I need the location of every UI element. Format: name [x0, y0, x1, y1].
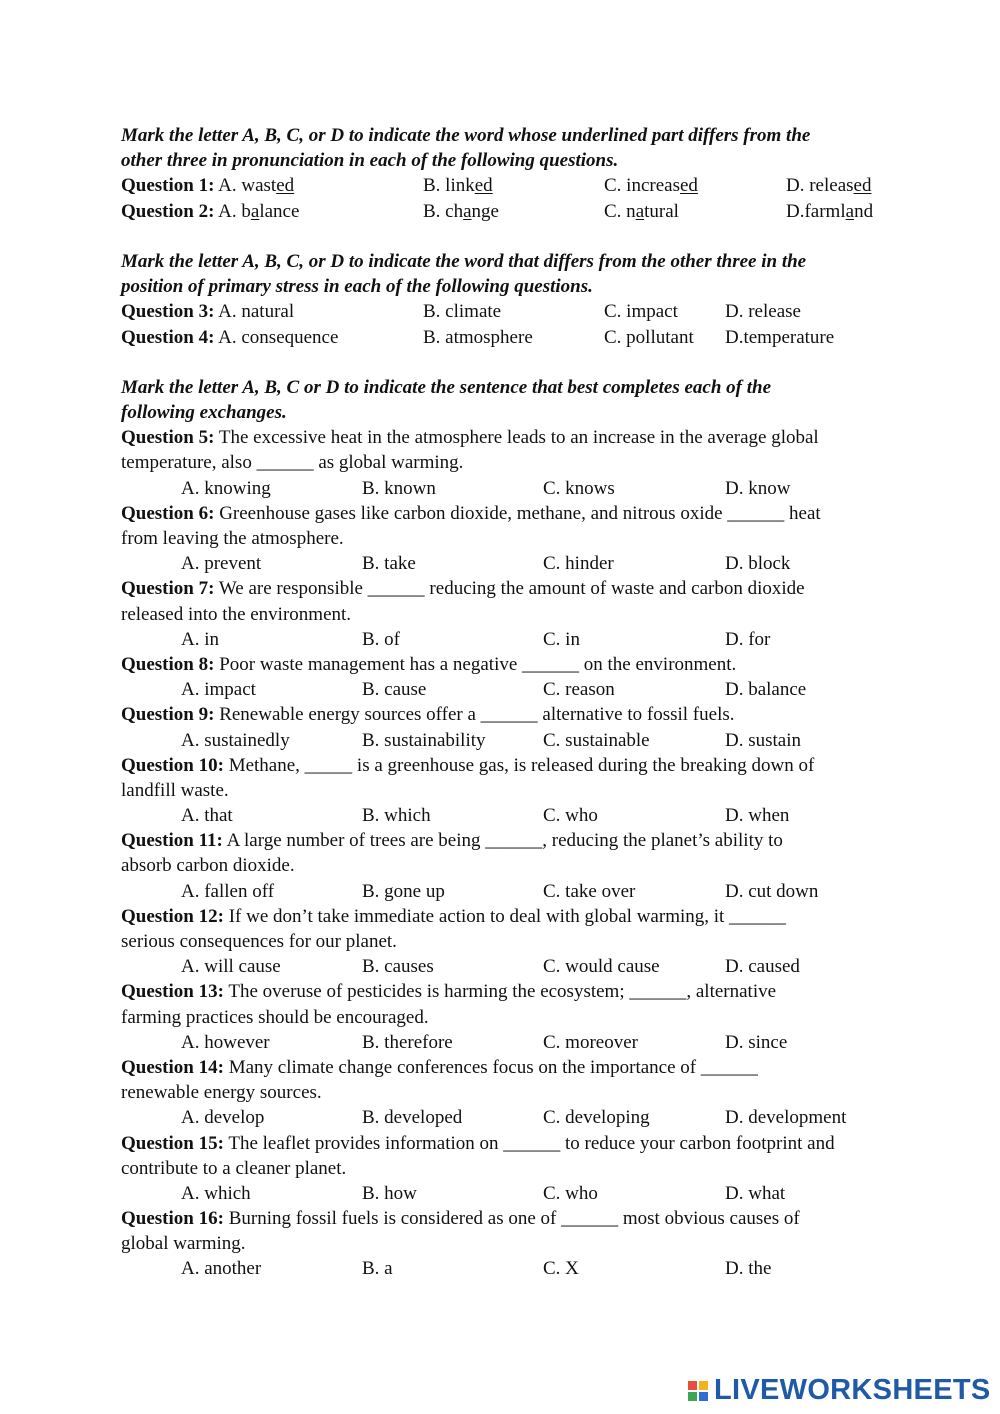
question-label: Question 8: — [121, 653, 215, 675]
question-text: Many climate change conferences focus on the importance of ______ — [228, 1056, 758, 1078]
question-label: Question 11: — [121, 830, 223, 852]
option-a[interactable]: A. natural — [218, 301, 295, 323]
options-row — [121, 954, 891, 979]
question-8 — [121, 652, 891, 702]
option-b[interactable]: B. how — [362, 1182, 417, 1204]
question-text: The excessive heat in the atmosphere leads to an increase in the average global — [218, 427, 819, 449]
option-c[interactable]: C. take over — [543, 880, 636, 902]
option-b[interactable]: B. cause — [362, 679, 427, 701]
question-1 — [121, 173, 891, 198]
options-row — [121, 1256, 891, 1281]
option-c[interactable]: C. who — [543, 805, 598, 827]
question-label: Question 7: — [121, 578, 215, 600]
option-d[interactable]: D. know — [725, 477, 791, 499]
option-a[interactable]: A. knowing — [181, 477, 271, 499]
option-b[interactable]: B. take — [362, 553, 416, 575]
question-13 — [121, 979, 891, 1055]
question-10 — [121, 753, 891, 829]
option-b[interactable]: B. known — [362, 477, 436, 499]
question-14 — [121, 1055, 891, 1131]
question-label: Question 6: — [121, 502, 215, 524]
question-label: Question 2: — [121, 200, 215, 222]
option-d[interactable]: D. cut down — [725, 880, 819, 902]
option-c[interactable]: C. sustainable — [543, 729, 650, 751]
option-d[interactable]: D. what — [725, 1182, 786, 1204]
option-b[interactable]: B. sustainability — [362, 729, 486, 751]
option-c[interactable]: C. in — [543, 628, 580, 650]
option-d[interactable]: D.farmland — [786, 200, 874, 222]
question-text: Greenhouse gases like carbon dioxide, methane, and nitrous oxide ______ heat — [219, 502, 821, 524]
question-text-continued: contribute to a cleaner planet. — [121, 1157, 347, 1179]
option-c[interactable]: C. impact — [604, 301, 678, 323]
question-text: Methane, _____ is a greenhouse gas, is released during the breaking down of — [228, 754, 815, 776]
question-text-continued: farming practices should be encouraged. — [121, 1006, 429, 1028]
question-text-continued: from leaving the atmosphere. — [121, 528, 344, 549]
options-row — [121, 677, 891, 702]
option-a[interactable]: A. which — [181, 1182, 251, 1204]
option-c[interactable]: C. increased — [604, 175, 698, 197]
question-text-continued: landfill waste. — [121, 779, 229, 801]
question-2 — [121, 199, 891, 224]
instruction-pronunciation-line-1: Mark the letter A, B, C, or D to indicate the word whose underlined part differs from the — [121, 125, 811, 146]
question-label: Question 13: — [121, 981, 224, 1003]
option-b[interactable]: B. gone up — [362, 880, 445, 902]
option-d[interactable]: D. release — [725, 301, 801, 323]
option-b[interactable]: B. developed — [362, 1107, 463, 1129]
option-d[interactable]: D. caused — [725, 956, 800, 978]
question-5 — [121, 425, 891, 501]
options-row — [121, 728, 891, 753]
option-a[interactable]: A. fallen off — [181, 880, 275, 902]
question-text: Renewable energy sources offer a ______ alternative to fossil fuels. — [219, 704, 735, 726]
option-b[interactable]: B. change — [423, 200, 499, 222]
instruction-stress-line-2: position of primary stress in each of the following questions. — [121, 276, 593, 298]
option-b[interactable]: B. a — [362, 1258, 393, 1280]
option-a[interactable]: A. another — [181, 1258, 262, 1280]
instruction-completion-line-2: following exchanges. — [121, 402, 287, 424]
question-6 — [121, 501, 891, 577]
option-c[interactable]: C. would cause — [543, 956, 660, 978]
option-a[interactable]: A. consequence — [218, 326, 339, 348]
liveworksheets-logo-icon — [688, 1378, 710, 1402]
option-d[interactable]: D. since — [725, 1031, 788, 1053]
question-text-continued: absorb carbon dioxide. — [121, 855, 295, 877]
option-d[interactable]: D. the — [725, 1258, 772, 1280]
question-text: Poor waste management has a negative ______ on the environment. — [219, 653, 737, 675]
option-d[interactable]: D. released — [786, 175, 872, 197]
question-text-continued: global warming. — [121, 1233, 246, 1255]
question-text-continued: serious consequences for our planet. — [121, 931, 397, 952]
option-b[interactable]: B. which — [362, 805, 431, 827]
options-row — [121, 879, 891, 904]
option-a[interactable]: A. in — [181, 628, 219, 650]
option-d[interactable]: D. development — [725, 1107, 847, 1129]
question-16 — [121, 1206, 891, 1282]
question-label: Question 5: — [121, 427, 215, 449]
question-text: If we don’t take immediate action to deal with global warming, it ______ — [228, 905, 787, 927]
question-list — [121, 425, 891, 1281]
option-b[interactable]: B. linked — [423, 175, 493, 197]
question-label: Question 3: — [121, 301, 215, 323]
option-a[interactable]: A. wasted — [218, 175, 295, 197]
option-a[interactable]: A. impact — [181, 679, 256, 701]
option-b[interactable]: B. atmosphere — [423, 326, 533, 348]
option-c[interactable]: C. knows — [543, 477, 615, 499]
question-15 — [121, 1131, 891, 1207]
option-d[interactable]: D. for — [725, 628, 771, 650]
option-d[interactable]: D. sustain — [725, 729, 801, 751]
option-c[interactable]: C. natural — [604, 200, 679, 222]
question-label: Question 14: — [121, 1056, 224, 1078]
question-text-continued: renewable energy sources. — [121, 1082, 322, 1104]
options-row — [121, 1030, 891, 1055]
question-text: A large number of trees are being ______, reducing the planet’s ability to — [226, 830, 783, 852]
liveworksheets-logo — [688, 1374, 991, 1406]
worksheet-page — [121, 123, 891, 1282]
question-3 — [121, 299, 891, 324]
option-d[interactable]: D. block — [725, 553, 791, 575]
question-label: Question 1: — [121, 175, 215, 197]
question-label: Question 12: — [121, 905, 224, 927]
question-label: Question 16: — [121, 1208, 224, 1230]
question-label: Question 10: — [121, 754, 224, 776]
option-c[interactable]: C. moreover — [543, 1031, 638, 1053]
question-text-continued: released into the environment. — [121, 603, 352, 625]
option-b[interactable]: B. of — [362, 628, 400, 650]
question-7 — [121, 576, 891, 652]
option-c[interactable]: C. developing — [543, 1107, 650, 1129]
question-label: Question 15: — [121, 1132, 224, 1154]
option-c[interactable]: C. hinder — [543, 553, 614, 575]
question-4 — [121, 325, 891, 350]
option-a[interactable]: A. however — [181, 1031, 270, 1053]
question-text: The leaflet provides information on ______ to reduce your carbon footprint and — [228, 1132, 835, 1154]
option-c[interactable]: C. pollutant — [604, 326, 694, 348]
options-row — [121, 627, 891, 652]
options-row — [121, 1105, 891, 1130]
question-12 — [121, 904, 891, 980]
instruction-completion-line-1: Mark the letter A, B, C or D to indicate the sentence that best completes each of the — [121, 376, 772, 398]
option-a[interactable]: A. develop — [181, 1107, 265, 1129]
instruction-pronunciation-line-2: other three in pronunciation in each of the following questions. — [121, 150, 619, 172]
option-d[interactable]: D.temperature — [725, 326, 835, 348]
option-b[interactable]: B. therefore — [362, 1031, 453, 1053]
instruction-stress-line-1: Mark the letter A, B, C, or D to indicate the word that differs from the other three in the — [121, 250, 807, 272]
option-a[interactable]: A. balance — [218, 200, 300, 222]
option-b[interactable]: B. causes — [362, 956, 434, 978]
option-c[interactable]: C. who — [543, 1182, 598, 1204]
question-label: Question 4: — [121, 326, 215, 348]
option-c[interactable]: C. X — [543, 1258, 579, 1280]
option-a[interactable]: A. will cause — [181, 956, 281, 978]
options-row — [121, 551, 891, 576]
question-text-continued: temperature, also ______ as global warming. — [121, 452, 464, 474]
option-a[interactable]: A. sustainedly — [181, 729, 290, 751]
option-d[interactable]: D. when — [725, 805, 790, 827]
logo-text: LIVEWORKSHEETS — [714, 1373, 991, 1406]
question-text: Burning fossil fuels is considered as one of ______ most obvious causes of — [228, 1208, 800, 1230]
option-c[interactable]: C. reason — [543, 679, 615, 701]
options-row — [121, 803, 891, 828]
option-a[interactable]: A. that — [181, 805, 233, 827]
question-text: The overuse of pesticides is harming the ecosystem; ______, alternative — [228, 981, 777, 1003]
question-label: Question 9: — [121, 704, 215, 726]
question-9 — [121, 702, 891, 752]
options-row — [121, 1181, 891, 1206]
question-11 — [121, 828, 891, 904]
options-row — [121, 476, 891, 501]
option-b[interactable]: B. climate — [423, 301, 502, 323]
question-text: We are responsible ______ reducing the amount of waste and carbon dioxide — [218, 578, 805, 600]
option-a[interactable]: A. prevent — [181, 553, 262, 575]
option-d[interactable]: D. balance — [725, 679, 807, 701]
